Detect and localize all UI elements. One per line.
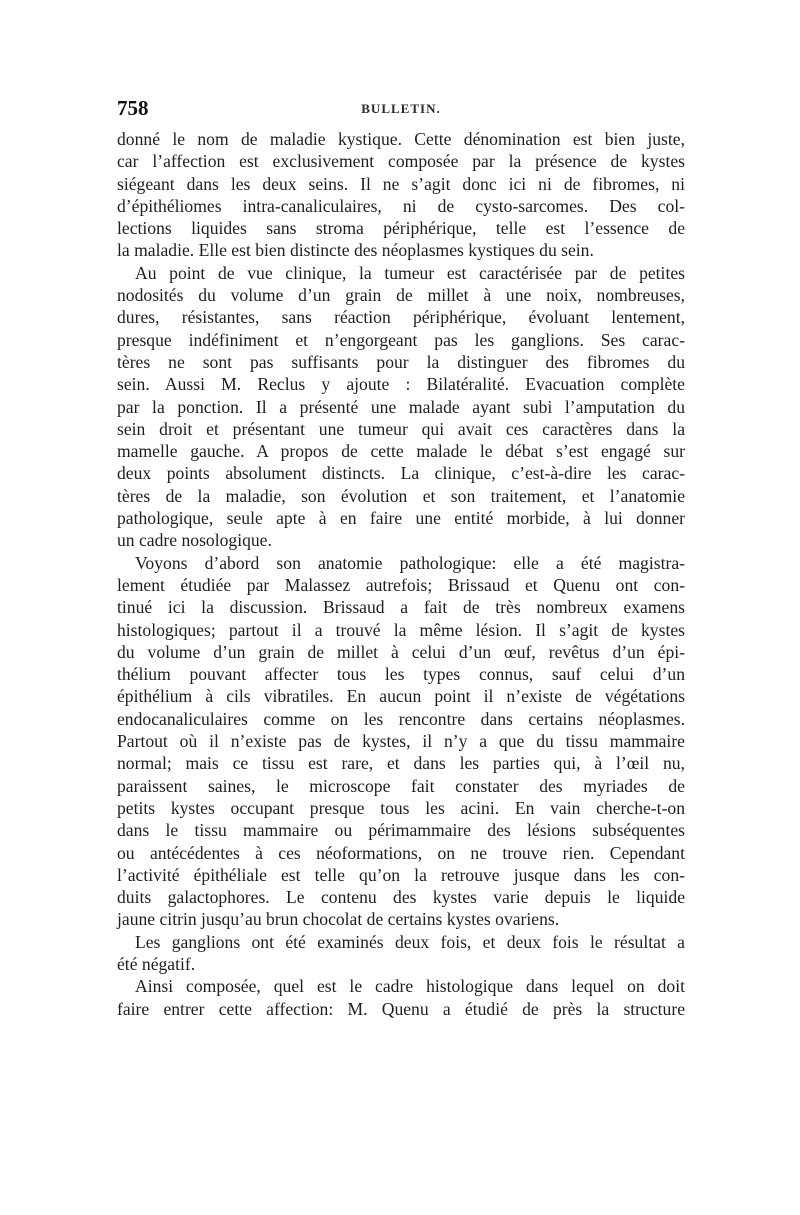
text-line: sein droit et présentant une tumeur qui avait ces caractères dans la — [117, 418, 685, 439]
running-title: BULLETIN. — [361, 101, 441, 116]
text-line: mamelle gauche. A propos de cette malade le débat s’est engagé sur — [117, 441, 685, 462]
text-line: car l’affection est exclusivement composée par la présence de kystes — [117, 151, 685, 172]
text-line: épithélium à cils vibratiles. En aucun point il n’existe de végétations — [117, 686, 685, 707]
text-line: Au point de vue clinique, la tumeur est caractérisée par de petites — [135, 262, 685, 283]
text-line: ou antécédentes à ces néoformations, on ne trouve rien. Cependant — [117, 842, 685, 863]
text-line: dures, résistantes, sans réaction périphérique, évoluant lentement, — [117, 307, 685, 328]
text-line: paraissent saines, le microscope fait constater des myriades de — [117, 775, 685, 796]
text-line: duits galactophores. Le contenu des kystes varie depuis le liquide — [117, 887, 685, 908]
text-line: thélium pouvant affecter tous les types connus, sauf celui d’un — [117, 664, 685, 685]
text-line: endocanaliculaires comme on les rencontre dans certains néoplasmes. — [117, 708, 685, 729]
text-line: un cadre nosologique. — [117, 530, 272, 551]
text-line: donné le nom de maladie kystique. Cette dénomination est bien juste, — [117, 129, 685, 149]
text-line: jaune citrin jusqu’au brun chocolat de certains kystes ovariens. — [117, 909, 560, 930]
text-line: normal; mais ce tissu est rare, et dans les parties qui, à l’œil nu, — [117, 753, 685, 774]
text-line: du volume d’un grain de millet à celui d’un œuf, revêtus d’un épi- — [117, 641, 685, 662]
body-text — [117, 128, 685, 1020]
text-line: tères de la maladie, son évolution et son traitement, et l’anatomie — [117, 485, 685, 506]
text-line: faire entrer cette affection: M. Quenu a étudié de près la structure — [117, 998, 685, 1019]
page-number: 758 — [117, 96, 149, 120]
text-line: lections liquides sans stroma périphérique, telle est l’essence de — [117, 218, 685, 239]
text-line: la maladie. Elle est bien distincte des néoplasmes kystiques du sein. — [117, 240, 594, 261]
text-line: lement étudiée par Malassez autrefois; Brissaud et Quenu ont con- — [117, 574, 685, 595]
text-line: histologiques; partout il a trouvé la même lésion. Il s’agit de kystes — [117, 619, 685, 640]
text-line: Partout où il n’existe pas de kystes, il n’y a que du tissu mammaire — [117, 731, 685, 752]
text-line: sein. Aussi M. Reclus y ajoute : Bilatéralité. Evacuation complète — [117, 374, 685, 395]
text-line: presque indéfiniment et n’engorgeant pas les ganglions. Ses carac- — [117, 329, 685, 350]
text-line: d’épithéliomes intra-canaliculaires, ni de cysto-sarcomes. Des col- — [117, 195, 685, 216]
text-line: Voyons d’abord son anatomie pathologique: elle a été magistra- — [135, 552, 685, 573]
text-line: tinué ici la discussion. Brissaud a fait de très nombreux examens — [117, 597, 685, 618]
text-line: tères ne sont pas suffisants pour la distinguer des fibromes du — [117, 351, 685, 372]
text-line: été négatif. — [117, 953, 196, 974]
text-line: par la ponction. Il a présenté une malade ayant subi l’amputation du — [117, 396, 685, 417]
text-line: dans le tissu mammaire ou périmammaire des lésions subséquentes — [117, 820, 685, 841]
text-line: siégeant dans les deux seins. Il ne s’agit donc ici ni de fibromes, ni — [117, 173, 685, 194]
page-header — [117, 96, 685, 122]
text-line: pathologique, seule apte à en faire une entité morbide, à lui donner — [117, 508, 685, 529]
text-line: l’activité épithéliale est telle qu’on la retrouve jusque dans les con- — [117, 864, 685, 885]
text-line: petits kystes occupant presque tous les acini. En vain cherche-t-on — [117, 797, 685, 818]
text-line: nodosités du volume d’un grain de millet à une noix, nombreuses, — [117, 285, 685, 306]
text-line: deux points absolument distincts. La clinique, c’est-à-dire les carac- — [117, 463, 685, 484]
text-line: Les ganglions ont été examinés deux fois, et deux fois le résultat a — [135, 931, 685, 952]
text-line: Ainsi composée, quel est le cadre histologique dans lequel on doit — [135, 976, 685, 997]
